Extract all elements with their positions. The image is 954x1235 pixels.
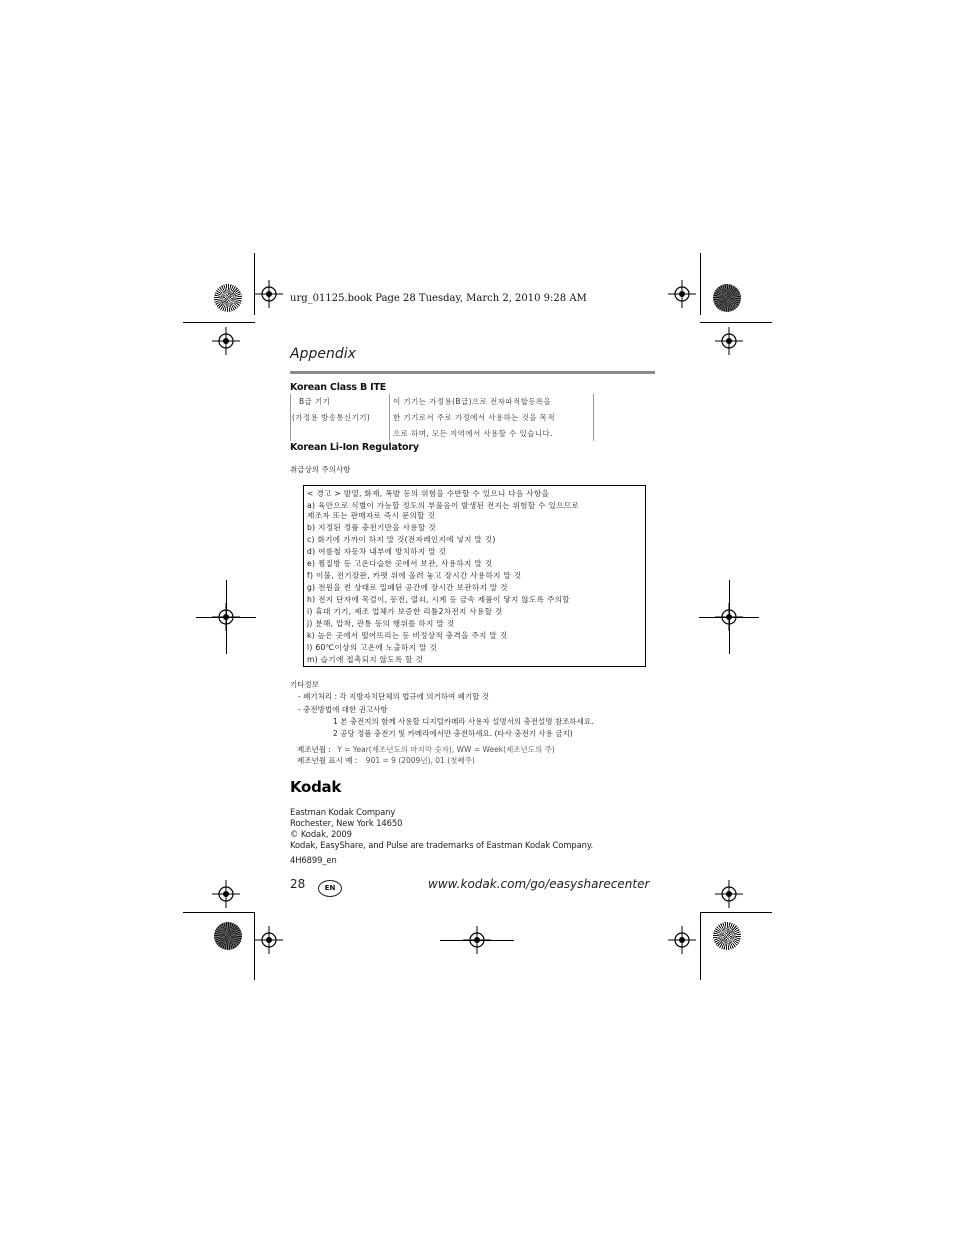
mfg-date-row [297, 744, 555, 755]
other-info-item: - 폐기처리 : 각 지방자치단체의 법규에 의거하여 폐기할 것 [298, 692, 489, 701]
class-b-right-line: 한 기기로서 주로 가정에서 사용하는 것을 목적 [393, 413, 555, 422]
class-b-right-line: 이 기기는 가정용(B급)으로 전자파적합등록을 [393, 397, 552, 406]
warning-line: < 경고 > 발열, 화재, 폭발 등의 위험을 수반할 수 있으니 다음 사항을 [307, 489, 550, 498]
registration-target-icon [668, 926, 696, 954]
corp-line: Kodak, EasyShare, and Pulse are trademarks of Eastman Kodak Company. [290, 840, 594, 850]
warning-line: h) 전지 단자에 목걸이, 동전, 열쇠, 시계 등 금속 제품이 닿지 않도록 주의할 [307, 595, 570, 604]
page-number: 28 [290, 877, 306, 891]
starburst-mark-icon [713, 922, 741, 950]
class-b-right-cell [390, 394, 594, 441]
crop-mark [440, 940, 514, 941]
warning-line: m) 습기에 접촉되지 않도록 할 것 [307, 655, 424, 664]
registration-target-icon [715, 880, 743, 908]
mfg-date-label: 제조년월 : [297, 745, 331, 754]
starburst-mark-icon [214, 284, 242, 312]
class-b-left-cell [290, 394, 390, 441]
class-b-left-line: (가정용 방송통신기기) [292, 413, 371, 422]
li-ion-subheading: 취급상의 주의사항 [290, 465, 351, 474]
corp-line: Rochester, New York 14650 [290, 818, 403, 828]
mfg-example-label: 제조년월 표시 예 : [297, 756, 358, 765]
class-b-heading: Korean Class B ITE [290, 382, 387, 393]
registration-target-icon [255, 280, 283, 308]
li-ion-heading: Korean Li-Ion Regulatory [290, 442, 419, 453]
part-number: 4H6899_en [290, 855, 337, 865]
warning-line: a) 육안으로 식별이 가능할 정도의 부풀음이 발생된 전지는 위험할 수 있으므로 [307, 501, 580, 510]
crop-mark [729, 580, 730, 654]
class-b-left-line: B급 기기 [299, 397, 331, 406]
warning-line: b) 지정된 정품 충전기만을 사용할 것 [307, 523, 436, 532]
class-b-table [290, 394, 595, 441]
registration-target-icon [212, 327, 240, 355]
warning-line: e) 찜질방 등 고온다습한 곳에서 보관, 사용하지 말 것 [307, 559, 493, 568]
registration-target-icon [212, 880, 240, 908]
other-info-heading: 기타정보 [290, 680, 319, 689]
warning-line: l) 60℃이상의 고온에 노출하지 말 것 [307, 643, 437, 652]
mfg-date-value: Y = Year(제조년도의 마지막 숫자), WW = Week(제조년도의 주) [337, 745, 555, 754]
book-slug: urg_01125.book Page 28 Tuesday, March 2, 2010 9:28 AM [290, 293, 587, 304]
warning-line: j) 분해, 압착, 관통 등의 행위를 하지 말 것 [307, 619, 455, 628]
header-rule [290, 371, 655, 374]
corp-line: © Kodak, 2009 [290, 829, 352, 839]
mfg-example-row [297, 755, 475, 766]
crop-mark [700, 912, 772, 913]
warning-line: f) 이불, 전기장판, 카펫 위에 올려 놓고 장시간 사용하지 말 것 [307, 571, 522, 580]
warning-line: 제조자 또는 판매자로 즉시 문의할 것 [307, 511, 436, 520]
class-b-right-line: 으로 하며, 모든 지역에서 사용할 수 있습니다. [393, 429, 553, 438]
charging-note: 2 공당 정품 충전기 및 카메라에서만 충전하세요. (타사 충전기 사용 금지) [333, 729, 573, 738]
warning-line: i) 휴대 기기, 제조 업체가 보증한 리튬2차전지 사용할 것 [307, 607, 503, 616]
crop-mark [183, 322, 255, 323]
crop-mark [183, 912, 255, 913]
crop-mark [226, 580, 227, 654]
mfg-example-value: 901 = 9 (2009년), 01 (첫째주) [365, 756, 475, 765]
warning-line: g) 전원을 켠 상태로 밀폐된 공간에 장시간 보관하지 말 것 [307, 583, 508, 592]
language-badge: EN [318, 880, 342, 897]
running-head: Appendix [290, 346, 356, 362]
warning-line: d) 여름철 자동차 내부에 방치하지 말 것 [307, 547, 447, 556]
charging-note: 1 본 충전지의 함께 사용할 디지털카메라 사용자 설명서의 충전설명 참조하세요. [333, 717, 594, 726]
crop-mark [700, 322, 772, 323]
crop-mark [700, 912, 701, 980]
starburst-mark-icon [214, 922, 242, 950]
warning-line: c) 화기에 가까이 하지 말 것(전자레인지에 넣지 말 것) [307, 535, 496, 544]
li-ion-warning-box [303, 485, 646, 667]
registration-target-icon [668, 280, 696, 308]
other-info-item: - 충전방법에 대한 권고사항 [298, 705, 388, 714]
starburst-mark-icon [713, 284, 741, 312]
crop-mark [700, 253, 701, 315]
corp-line: Eastman Kodak Company [290, 807, 396, 817]
registration-target-icon [715, 327, 743, 355]
footer-url-link[interactable]: www.kodak.com/go/easysharecenter [428, 877, 650, 891]
registration-target-icon [255, 926, 283, 954]
warning-line: k) 높은 곳에서 떨어뜨리는 등 비정상적 충격을 주지 말 것 [307, 631, 508, 640]
kodak-logo: Kodak [290, 778, 342, 796]
